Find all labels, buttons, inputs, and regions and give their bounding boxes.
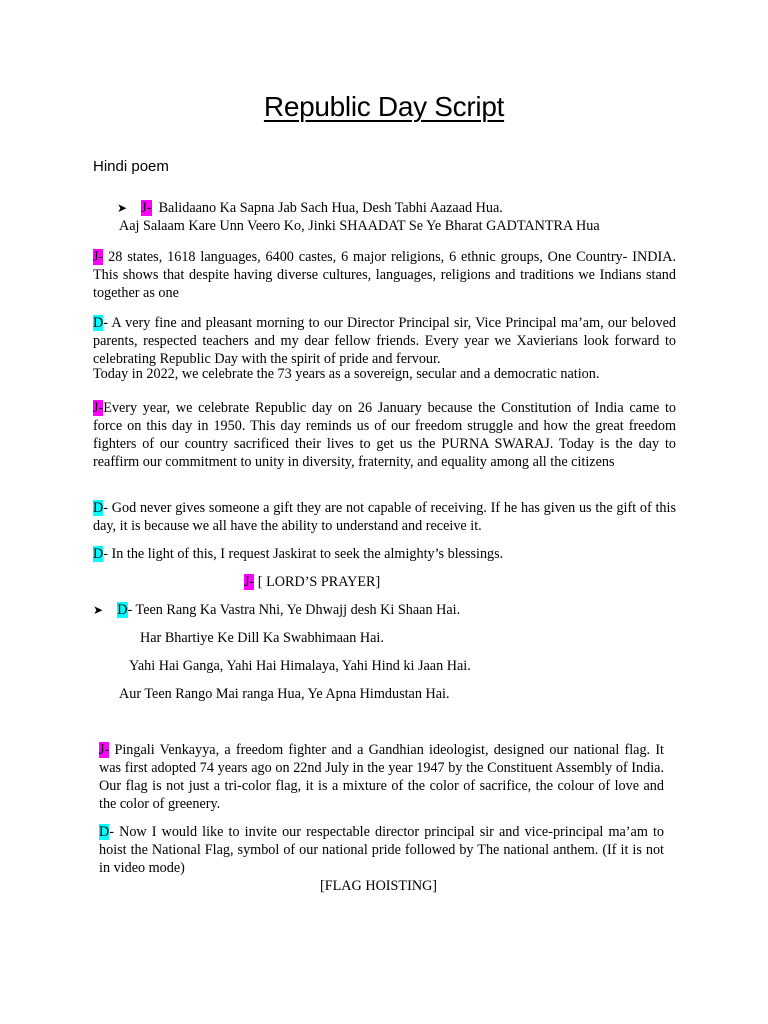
poem1-line2: Aaj Salaam Kare Unn Veero Ko, Jinki SHAADAT Se Ye Bharat GADTANTRA Hua xyxy=(119,218,600,234)
section-heading: Hindi poem xyxy=(93,158,169,175)
paragraph-states xyxy=(93,248,676,302)
poem2-line2: Har Bhartiye Ke Dill Ka Swabhimaan Hai. xyxy=(140,630,384,646)
bullet-arrow-icon: ➤ xyxy=(117,201,128,215)
paragraph-request xyxy=(93,545,503,563)
paragraph-text: - Now I would like to invite our respectable director principal sir and vice-principal ma’am to hoist the National Flag, symbol of our national pride followed by The national anthem. (If it is not in video mode) xyxy=(99,824,664,876)
page-title: Republic Day Script xyxy=(263,91,505,122)
paragraph-text: 28 states, 1618 languages, 6400 castes, 6 major religions, 6 ethnic groups, One Country- INDIA. This shows that despite having diverse cultures, languages, religions and traditions we Indians stand together as one xyxy=(93,249,676,301)
paragraph-flag-invitation xyxy=(99,823,664,877)
paragraph-text: - God never gives someone a gift they are not capable of receiving. If he has given us the gift of this day, it is because we all have the ability to understand and receive it. xyxy=(93,500,676,534)
paragraph-republic-day xyxy=(93,399,676,471)
poem2-line1 xyxy=(93,601,460,619)
bullet-arrow-icon: ➤ xyxy=(93,603,104,617)
paragraph-welcome-extra: Today in 2022, we celebrate the 73 years as a sovereign, secular and a democratic nation. xyxy=(93,366,600,382)
poem2-line3: Yahi Hai Ganga, Yahi Hai Himalaya, Yahi Hind ki Jaan Hai. xyxy=(129,658,471,674)
speaker-tag-d: D xyxy=(93,546,104,562)
speaker-tag-j: J- xyxy=(244,574,255,590)
prayer-text: [ LORD’S PRAYER] xyxy=(254,574,381,590)
speaker-tag-d: D xyxy=(99,824,110,840)
paragraph-flag-design xyxy=(99,741,664,813)
poem-text: - Teen Rang Ka Vastra Nhi, Ye Dhwajj desh Ki Shaan Hai. xyxy=(127,602,461,618)
paragraph-gift xyxy=(93,499,676,535)
paragraph-welcome xyxy=(93,314,676,368)
poem1-line1 xyxy=(117,199,503,217)
flag-hoisting-cue: [FLAG HOISTING] xyxy=(320,878,438,894)
speaker-tag-j: J- xyxy=(99,742,110,758)
paragraph-text: Every year, we celebrate Republic day on 26 January because the Constitution of India came to force on this day in 1950. This day reminds us of our freedom struggle and how the great freedom fighters of our country sacrificed their lives to get us the PURNA SWARAJ. Today is the day to reaffirm our commitment to unity in diversity, fraternity, and equality among all the citizens xyxy=(93,400,676,470)
poem-text: Balidaano Ka Sapna Jab Sach Hua, Desh Tabhi Aazaad Hua. xyxy=(158,200,503,216)
speaker-tag-j: J- xyxy=(93,400,104,416)
speaker-tag-j: J- xyxy=(141,200,152,216)
lords-prayer-line xyxy=(244,573,380,591)
speaker-tag-d: D xyxy=(117,602,128,618)
poem2-line4: Aur Teen Rango Mai ranga Hua, Ye Apna Himdustan Hai. xyxy=(119,686,450,702)
speaker-tag-d: D xyxy=(93,500,104,516)
speaker-tag-j: J- xyxy=(93,249,104,265)
speaker-tag-d: D xyxy=(93,315,104,331)
paragraph-text: - In the light of this, I request Jaskirat to seek the almighty’s blessings. xyxy=(103,546,504,562)
paragraph-text: Pingali Venkayya, a freedom fighter and a Gandhian ideologist, designed our national flag. It was first adopted 74 years ago on 22nd July in the year 1947 by the Constituent Assembly of India. Our flag is not just a tri-color flag, it is a mixture of the color of sacrifice, the colour of love and the color of greenery. xyxy=(99,742,664,812)
paragraph-text: - A very fine and pleasant morning to our Director Principal sir, Vice Principal ma’am, our beloved parents, respected teachers and my dear fellow friends. Every year we Xavierians look forward to celebrating Republic Day with the spirit of pride and fervour. xyxy=(93,315,676,367)
